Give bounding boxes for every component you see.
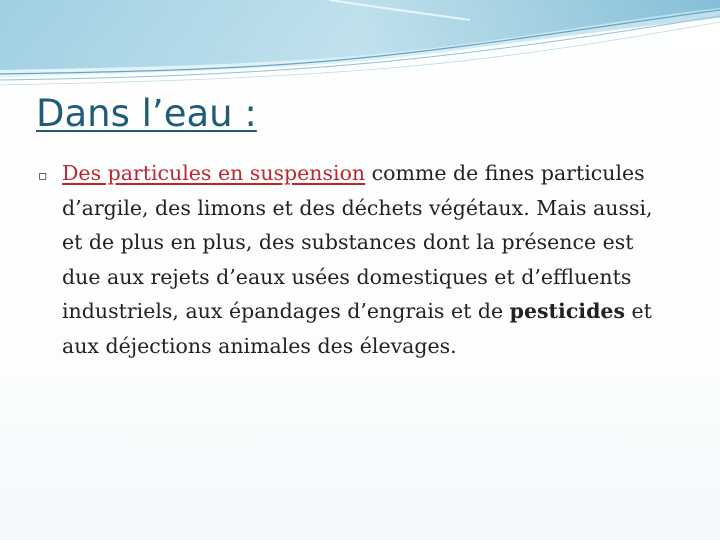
bullet-paragraph [38,156,658,363]
slide-title: Dans l’eau : [36,92,257,135]
body-text-part-1: comme de fines particules d’argile, des limons et des déchets végétaux. Mais aussi, et de plus en plus, des substances dont la présence est due aux rejets d’eaux usées domestiques et d’effluents industriels, aux épandages d’engrais et de [62,161,653,323]
body-text-part-2: et aux déjections animales des élevages. [62,299,652,358]
bold-word: pesticides [509,299,626,323]
bullet-item [38,156,658,363]
bullet-text [62,156,658,363]
square-bullet-icon: ▫ [38,168,48,184]
highlighted-phrase: Des particules en suspension [62,161,366,185]
wave-header-decoration [0,0,720,90]
